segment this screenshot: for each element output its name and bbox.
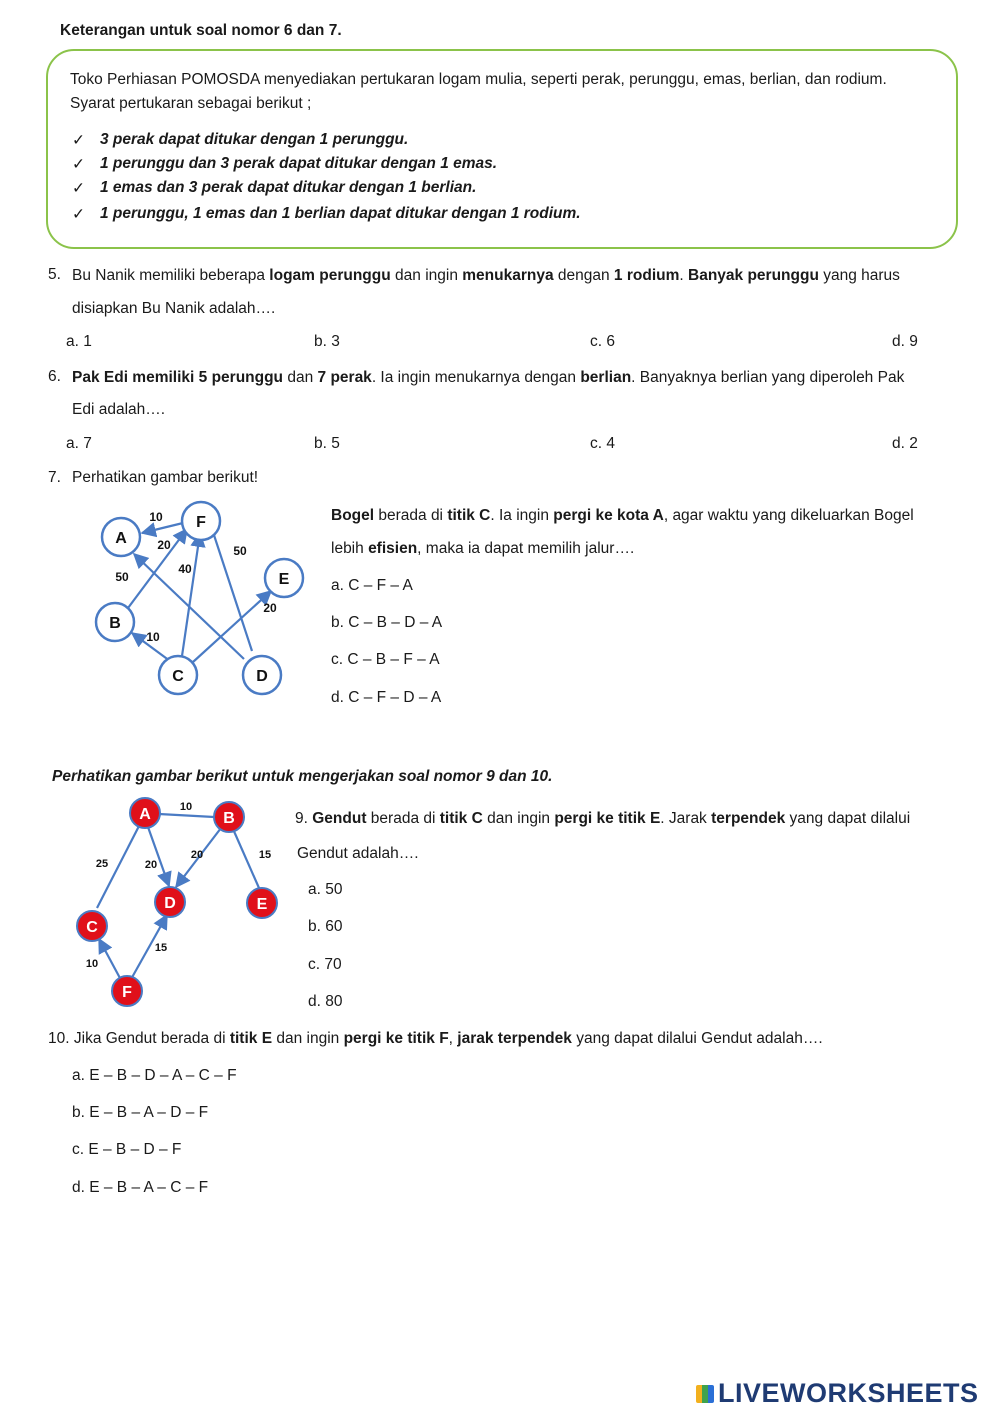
rules-box	[46, 49, 958, 249]
node-label: A	[139, 806, 151, 823]
node-label: A	[115, 530, 127, 547]
edge-c-f	[182, 533, 200, 656]
edge-weight: 40	[178, 562, 192, 576]
edge-a-b	[159, 814, 214, 817]
question-text: Bu Nanik memiliki beberapa logam perunggu dan ingin menukarnya dengan 1 rodium. Banyak perunggu yang harus	[72, 267, 900, 284]
intro-title: Keterangan untuk soal nomor 6 dan 7.	[60, 22, 342, 39]
option-b[interactable]: b. C – B – D – A	[331, 614, 443, 631]
edge-weight: 20	[263, 601, 277, 615]
option-a[interactable]: a. 7	[66, 435, 92, 452]
graph-q9	[70, 795, 295, 1010]
option-c[interactable]: c. C – B – F – A	[331, 651, 440, 668]
edge-weight: 20	[157, 538, 171, 552]
rule-item: ✓ 1 perunggu, 1 emas dan 1 berlian dapat ditukar dengan 1 rodium.	[72, 205, 581, 223]
option-b[interactable]: b. 60	[308, 918, 343, 935]
question-text: 10. Jika Gendut berada di titik E dan ingin pergi ke titik F, jarak terpendek yang dapat dilalui Gendut adalah….	[48, 1030, 823, 1047]
option-b[interactable]: b. 3	[314, 333, 340, 350]
check-icon: ✓	[72, 156, 85, 173]
option-d[interactable]: d. 80	[308, 993, 343, 1010]
edge-a-d	[148, 827, 169, 886]
graph-q7	[90, 496, 320, 701]
node-label: D	[256, 668, 268, 685]
option-a[interactable]: a. C – F – A	[331, 577, 413, 594]
rule-item: ✓ 1 perunggu dan 3 perak dapat ditukar dengan 1 emas.	[72, 155, 498, 173]
option-d[interactable]: d. 9	[892, 333, 918, 350]
question-number: 6.	[48, 368, 61, 385]
edge-weight: 50	[115, 570, 129, 584]
liveworksheets-logo[interactable]: LIVEWORKSHEETS	[696, 1378, 979, 1409]
edge-weight: 10	[179, 801, 193, 813]
question-text: 9. Gendut berada di titik C dan ingin pergi ke titik E. Jarak terpendek yang dapat dilalui	[295, 810, 911, 827]
option-b[interactable]: b. 5	[314, 435, 340, 452]
edge-weight: 25	[95, 858, 109, 870]
question-text-line2: Gendut adalah….	[297, 845, 419, 862]
option-d[interactable]: d. 2	[892, 435, 918, 452]
option-a[interactable]: a. 50	[308, 881, 343, 898]
option-c[interactable]: c. 6	[590, 333, 615, 350]
rule-item: ✓ 3 perak dapat ditukar dengan 1 perunggu.	[72, 131, 409, 149]
node-label: C	[86, 919, 98, 936]
check-icon: ✓	[72, 132, 85, 149]
edge-b-e	[233, 829, 259, 888]
option-d[interactable]: d. E – B – A – C – F	[72, 1179, 209, 1196]
question-text-line2: disiapkan Bu Nanik adalah….	[72, 300, 276, 317]
question-prompt: Perhatikan gambar berikut!	[72, 469, 259, 486]
node-label: E	[256, 896, 268, 913]
question-number: 5.	[48, 266, 61, 283]
question-text-line2: lebih efisien, maka ia dapat memilih jalur….	[331, 540, 635, 557]
check-icon: ✓	[72, 180, 85, 197]
edge-weight: 15	[258, 849, 272, 861]
edge-f-c	[99, 939, 121, 980]
rule-item: ✓ 1 emas dan 3 perak dapat ditukar dengan 1 berlian.	[72, 179, 477, 197]
node-label: F	[122, 984, 132, 1001]
node-label: B	[109, 615, 121, 632]
edge-f-a	[142, 523, 183, 533]
edge-weight: 10	[149, 510, 163, 524]
edge-weight: 10	[85, 958, 99, 970]
question-text-line2: Edi adalah….	[72, 401, 166, 418]
edge-c-e	[193, 591, 271, 662]
question-text: Pak Edi memiliki 5 perunggu dan 7 perak. Ia ingin menukarnya dengan berlian. Banyaknya berlian yang diperoleh Pak	[72, 369, 905, 386]
edge-weight: 20	[144, 859, 158, 871]
option-c[interactable]: c. E – B – D – F	[72, 1141, 182, 1158]
edge-weight: 10	[146, 630, 160, 644]
question-text: Bogel berada di titik C. Ia ingin pergi ke kota A, agar waktu yang dikeluarkan Bogel	[331, 507, 914, 524]
edge-weight: 50	[233, 544, 247, 558]
node-label: B	[223, 810, 235, 827]
node-label: F	[196, 514, 206, 531]
section-title: Perhatikan gambar berikut untuk mengerjakan soal nomor 9 dan 10.	[52, 768, 553, 785]
question-number: 7.	[48, 469, 61, 486]
check-icon: ✓	[72, 206, 85, 223]
logo-icon	[696, 1385, 714, 1403]
option-c[interactable]: c. 70	[308, 956, 342, 973]
node-label: E	[278, 571, 290, 588]
edge-weight: 15	[154, 942, 168, 954]
option-d[interactable]: d. C – F – D – A	[331, 689, 442, 706]
node-label: D	[164, 895, 176, 912]
option-a[interactable]: a. E – B – D – A – C – F	[72, 1067, 237, 1084]
edge-weight: 20	[190, 849, 204, 861]
option-a[interactable]: a. 1	[66, 333, 92, 350]
rules-intro: Toko Perhiasan POMOSDA menyediakan pertukaran logam mulia, seperti perak, perunggu, emas, berlian, dan rodium. Syarat pertukaran sebagai berikut ;	[70, 71, 887, 112]
option-b[interactable]: b. E – B – A – D – F	[72, 1104, 209, 1121]
node-label: C	[172, 668, 184, 685]
option-c[interactable]: c. 4	[590, 435, 615, 452]
